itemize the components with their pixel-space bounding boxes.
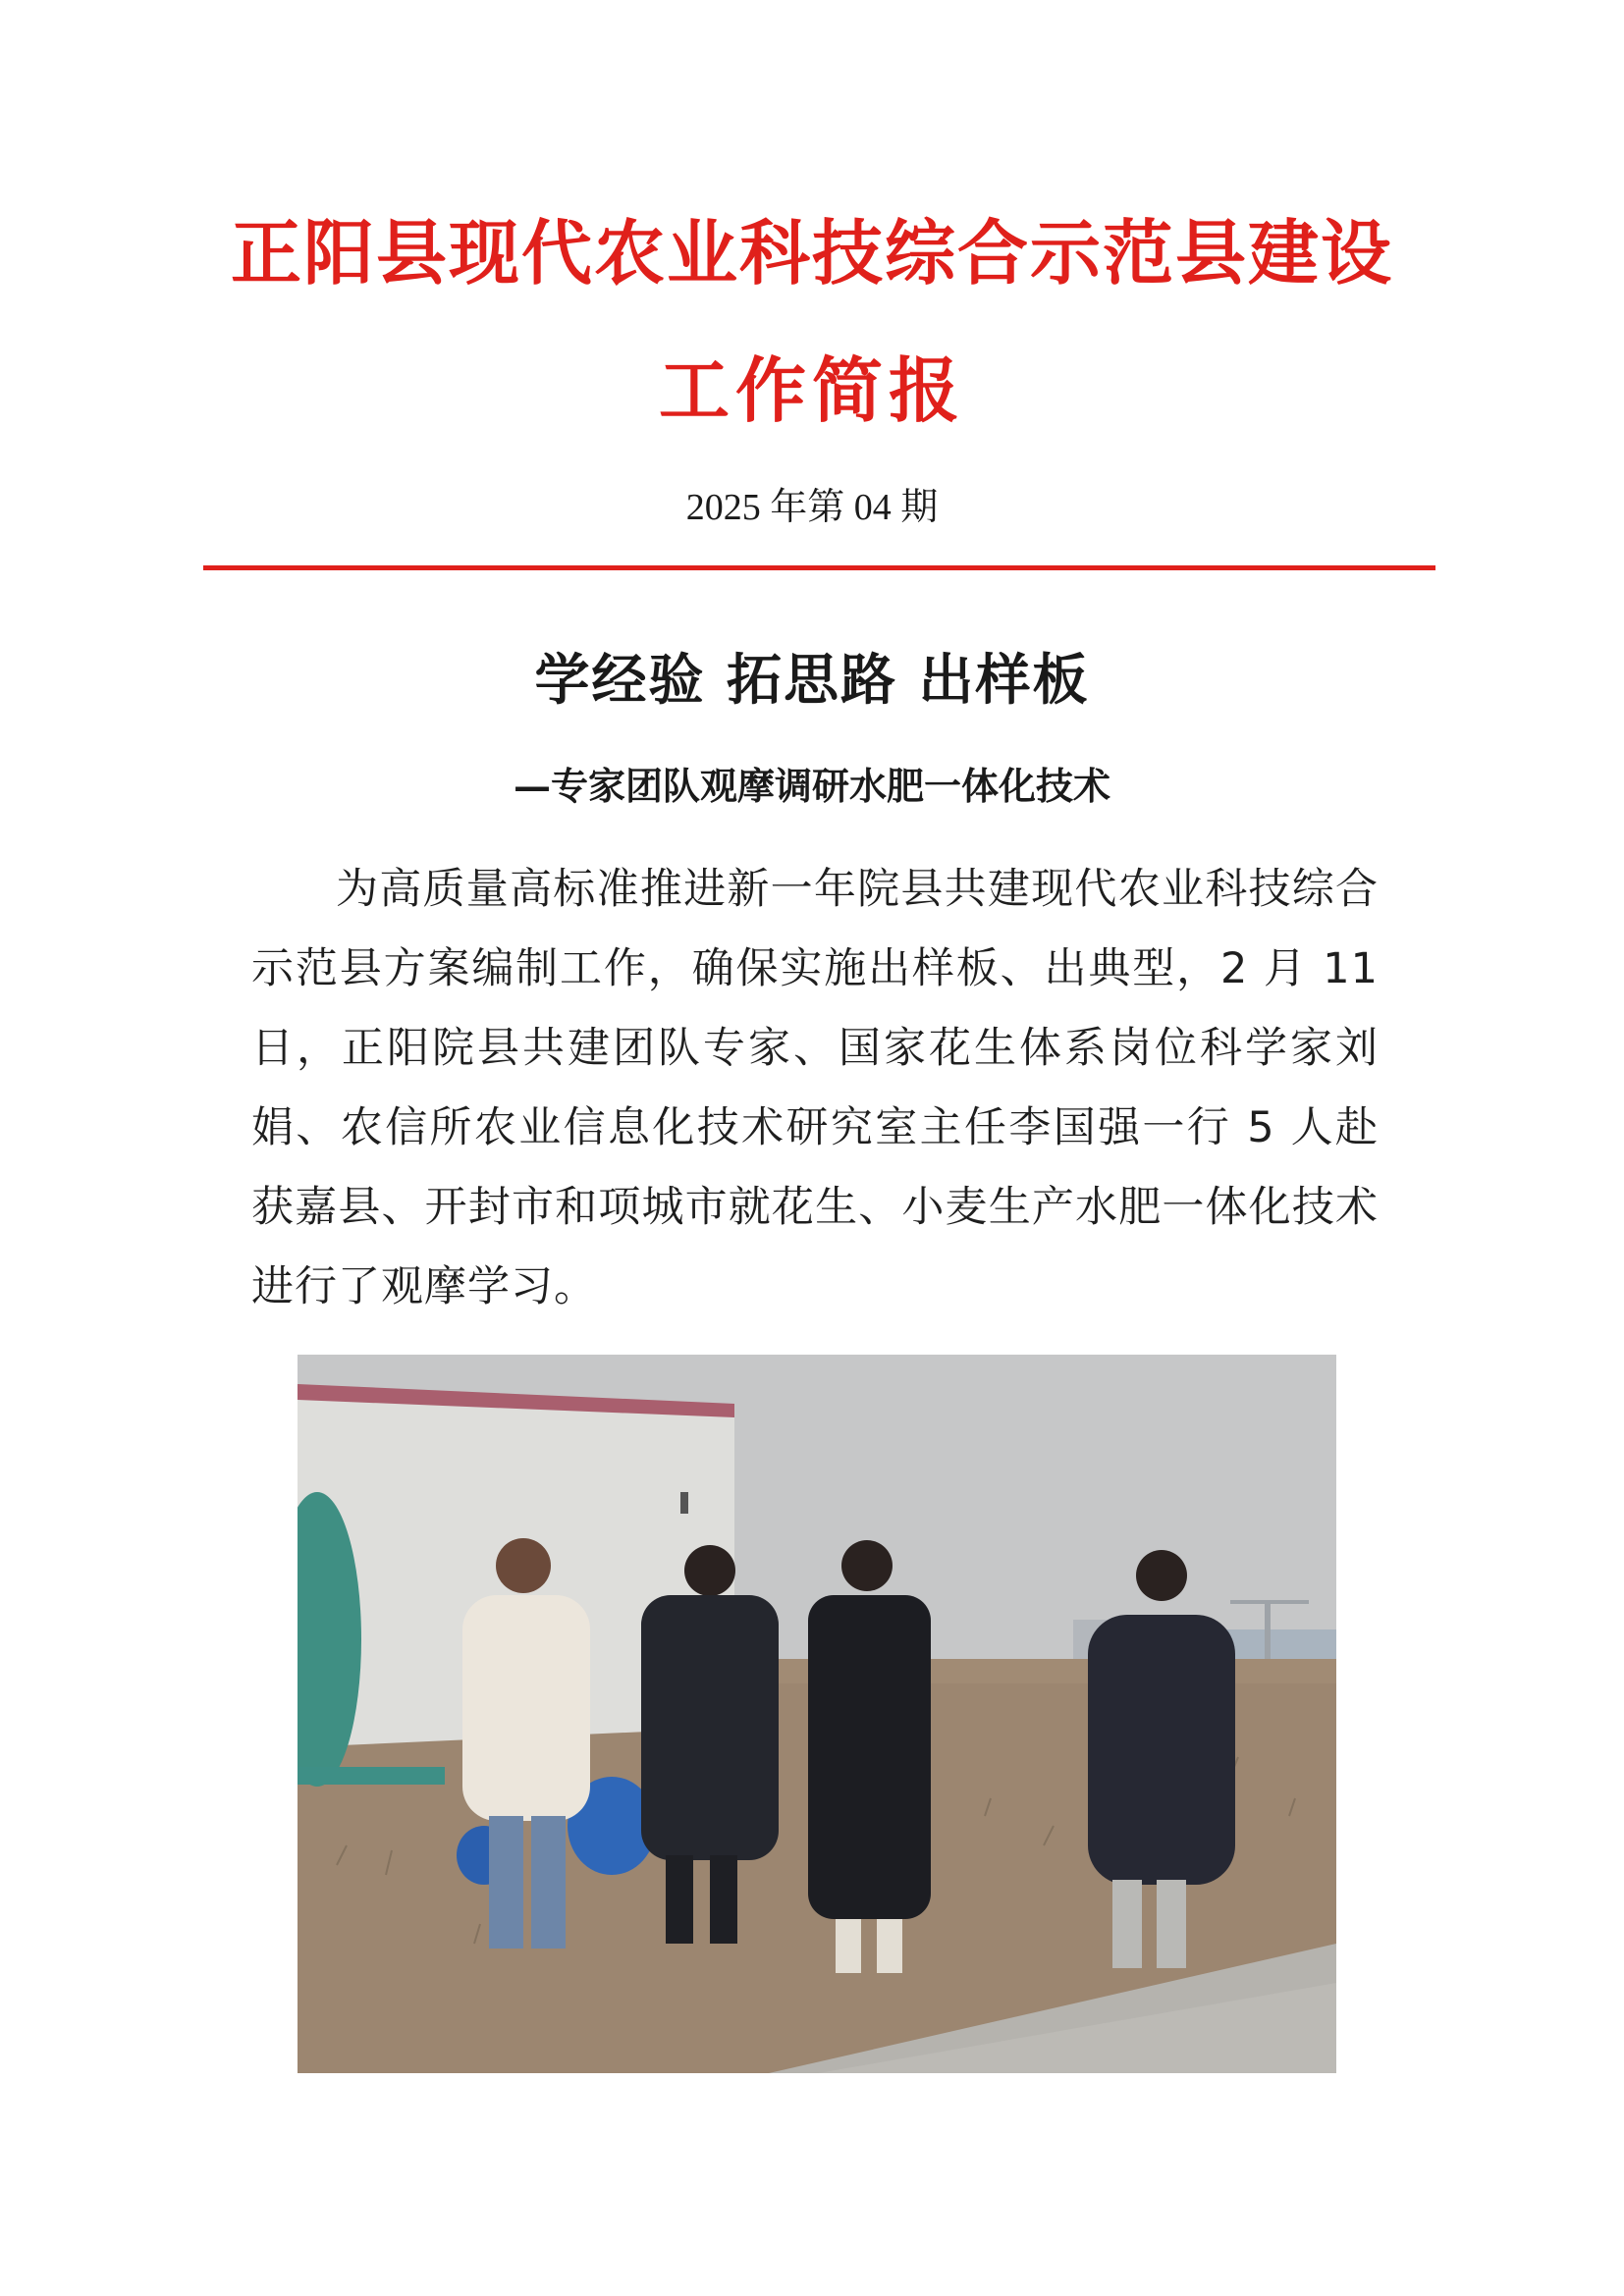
issue-no: 04 bbox=[853, 487, 892, 528]
issue-year: 2025 bbox=[685, 487, 761, 528]
issue-number bbox=[0, 485, 1624, 528]
article-paragraph: 为高质量高标准推进新一年院县共建现代农业科技综合示范县方案编制工作，确保实施出样板、出典型，2 月 11 日，正阳院县共建团队专家、国家花生体系岗位科学家刘娟、农信所农业信息化技术研究室主任李国强一行 5 人赴获嘉县、开封市和项城市就花生、小麦生产水肥一体化技术进行了观摩学习。 bbox=[251, 865, 1379, 1311]
issue-end: 期 bbox=[900, 485, 939, 528]
red-divider bbox=[203, 565, 1435, 570]
masthead-title-line1: 正阳县现代农业科技综合示范县建设 bbox=[230, 211, 1393, 294]
field-visit-photo bbox=[298, 1355, 1336, 2073]
issue-mid: 年第 bbox=[770, 485, 845, 528]
masthead-title-line2: 工作简报 bbox=[658, 348, 965, 432]
article-subtitle: —专家团队观摩调研水肥一体化技术 bbox=[513, 764, 1110, 808]
article-title: 学经验 拓思路 出样板 bbox=[534, 648, 1090, 713]
